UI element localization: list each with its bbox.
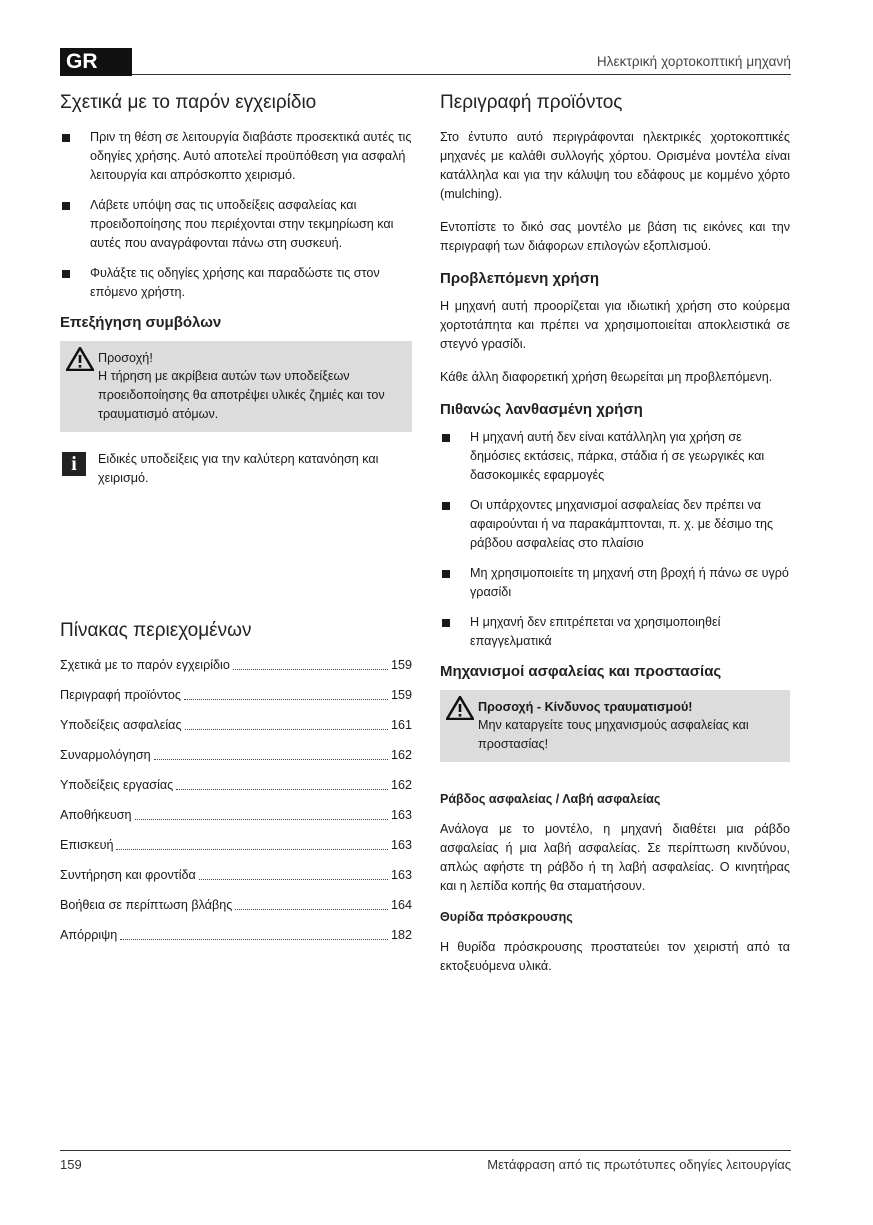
info-body: Ειδικές υποδείξεις για την καλύτερη κατανόηση και χειρισμό. — [98, 452, 379, 485]
bullet-square-icon — [442, 434, 450, 442]
bullet-square-icon — [442, 619, 450, 627]
toc-label: Περιγραφή προϊόντος — [60, 688, 181, 702]
safety-warning-body: Μην καταργείτε τους μηχανισμούς ασφαλείας και προστασίας! — [478, 718, 749, 751]
list-item-text: Πριν τη θέση σε λειτουργία διαβάστε προσεκτικά αυτές τις οδηγίες χρήσης. Αυτό αποτελεί προϋπόθεση για ασφαλή λειτουργία και απρόσκοπτο χειρισμό. — [90, 130, 412, 182]
toc-leader — [135, 806, 388, 820]
safety-bar-heading: Ράβδος ασφαλείας / Λαβή ασφαλείας — [440, 792, 661, 806]
toc-page: 163 — [390, 868, 412, 882]
list-item — [440, 564, 790, 602]
toc-page: 163 — [390, 838, 412, 852]
toc-page: 163 — [390, 808, 412, 822]
list-item-text: Η μηχανή αυτή δεν είναι κατάλληλη για χρήση σε δημόσιες εκτάσεις, πάρκα, στάδια ή σε γεωργικές και δασοκομικές εφαρμογές — [470, 430, 765, 482]
footer-rule — [60, 1150, 791, 1151]
toc-page: 182 — [390, 928, 412, 942]
toc-label: Υποδείξεις ασφαλείας — [60, 718, 182, 732]
left-column — [60, 92, 412, 956]
list-item — [60, 128, 412, 185]
toc-row[interactable] — [60, 866, 412, 885]
toc-leader — [154, 746, 388, 760]
misuse-heading: Πιθανώς λανθασμένη χρήση — [440, 401, 643, 418]
bullet-square-icon — [62, 270, 70, 278]
toc-row[interactable] — [60, 926, 412, 945]
toc-label: Συναρμολόγηση — [60, 748, 151, 762]
toc-page: 159 — [390, 688, 412, 702]
page-header — [60, 48, 791, 76]
toc-row[interactable] — [60, 686, 412, 705]
toc-leader — [199, 866, 388, 880]
product-description-paragraph: Εντοπίστε το δικό σας μοντέλο με βάση τις εικόνες και την περιγραφή των διάφορων επιλογών εξοπλισμού. — [440, 220, 790, 253]
warning-title: Προσοχή! — [98, 351, 153, 365]
list-item — [440, 428, 790, 485]
toc-leader — [235, 896, 388, 910]
bullet-square-icon — [442, 502, 450, 510]
toc-leader — [120, 926, 388, 940]
toc-row[interactable] — [60, 716, 412, 735]
product-description-paragraph: Στο έντυπο αυτό περιγράφονται ηλεκτρικές χορτοκοπτικές μηχανές με καλάθι συλλογής χόρτου. Ορισμένα μοντέλα είναι κατάλληλα και για την κάλυψη του εδάφους με κομμένο χόρτο (mulching). — [440, 130, 790, 201]
misuse-bullet-list — [440, 428, 790, 651]
info-icon: i — [62, 452, 86, 476]
list-item — [60, 196, 412, 253]
bullet-square-icon — [62, 202, 70, 210]
table-of-contents — [60, 656, 412, 945]
header-title: Ηλεκτρική χορτοκοπτική μηχανή — [596, 54, 791, 69]
toc-label: Απόρριψη — [60, 928, 118, 942]
page-number: 159 — [60, 1157, 82, 1172]
safety-bar-paragraph: Ανάλογα με το μοντέλο, η μηχανή διαθέτει μια ράβδο ασφαλείας ή μια λαβή ασφαλείας. Σε περίπτωση κινδύνου, απλώς αφήστε τη ράβδο ή τη λαβή ασφαλείας. Ο κινητήρας και η λεπίδα κοπής θα σταματήσουν. — [440, 822, 790, 893]
warning-box — [60, 341, 412, 432]
toc-row[interactable] — [60, 776, 412, 795]
list-item-text: Μη χρησιμοποιείτε τη μηχανή στη βροχή ή πάνω σε υγρό γρασίδι — [470, 566, 789, 599]
toc-page: 164 — [390, 898, 412, 912]
intended-use-paragraph: Η μηχανή αυτή προορίζεται για ιδιωτική χρήση στο κούρεμα χορτοτάπητα και πρέπει να χρησιμοποιείται αποκλειστικά σε στεγνό γρασίδι. — [440, 299, 790, 351]
warning-triangle-icon — [66, 347, 94, 371]
right-column — [440, 92, 790, 990]
toc-row[interactable] — [60, 836, 412, 855]
safety-warning-box — [440, 690, 790, 762]
list-item — [440, 613, 790, 651]
list-item-text: Οι υπάρχοντες μηχανισμοί ασφαλείας δεν πρέπει να αφαιρούνται ή να παρακάμπτονται, π. χ. με δέσιμο της ράβδου ασφαλείας στο πλαίσιο — [470, 498, 774, 550]
toc-leader — [233, 656, 388, 670]
list-item — [60, 264, 412, 302]
warning-body: Η τήρηση με ακρίβεια αυτών των υποδείξεων προειδοποίησης θα αποτρέψει υλικές ζημιές και τον τραυματισμό ατόμων. — [98, 369, 385, 421]
toc-row[interactable] — [60, 746, 412, 765]
toc-page: 162 — [390, 778, 412, 792]
toc-leader — [185, 716, 388, 730]
header-rule — [132, 74, 791, 75]
list-item-text: Φυλάξτε τις οδηγίες χρήσης και παραδώστε τις στον επόμενο χρήστη. — [90, 266, 380, 299]
toc-heading: Πίνακας περιεχομένων — [60, 620, 252, 641]
toc-label: Αποθήκευση — [60, 808, 132, 822]
warning-triangle-icon — [446, 696, 474, 720]
intended-use-paragraph: Κάθε άλλη διαφορετική χρήση θεωρείται μη προβλεπόμενη. — [440, 370, 773, 384]
toc-leader — [176, 776, 388, 790]
list-item-text: Η μηχανή δεν επιτρέπεται να χρησιμοποιηθεί επαγγελματικά — [470, 615, 721, 648]
toc-label: Υποδείξεις εργασίας — [60, 778, 174, 792]
toc-page: 159 — [390, 658, 412, 672]
product-description-heading: Περιγραφή προϊόντος — [440, 92, 623, 113]
toc-label: Σχετικά με το παρόν εγχειρίδιο — [60, 658, 230, 672]
list-item-text: Λάβετε υπόψη σας τις υποδείξεις ασφαλείας και προειδοποίησης που περιέχονται στην τεκμηρίωση και αυτές που αναγράφονται πάνω στη συσκευή. — [90, 198, 394, 250]
toc-leader — [116, 836, 388, 850]
toc-label: Επισκευή — [60, 838, 114, 852]
toc-label: Συντήρηση και φροντίδα — [60, 868, 196, 882]
toc-label: Βοήθεια σε περίπτωση βλάβης — [60, 898, 233, 912]
toc-row[interactable] — [60, 656, 412, 675]
intended-use-heading: Προβλεπόμενη χρήση — [440, 270, 600, 287]
toc-page: 161 — [390, 718, 412, 732]
list-item — [440, 496, 790, 553]
footer-note: Μετάφραση από τις πρωτότυπες οδηγίες λειτουργίας — [487, 1157, 791, 1172]
toc-row[interactable] — [60, 896, 412, 915]
toc-row[interactable] — [60, 806, 412, 825]
about-heading: Σχετικά με το παρόν εγχειρίδιο — [60, 92, 317, 113]
about-bullet-list — [60, 128, 412, 302]
toc-page: 162 — [390, 748, 412, 762]
language-badge: GR — [60, 48, 132, 76]
impact-flap-heading: Θυρίδα πρόσκρουσης — [440, 910, 573, 924]
safety-devices-heading: Μηχανισμοί ασφαλείας και προστασίας — [440, 663, 722, 680]
toc-leader — [184, 686, 388, 700]
bullet-square-icon — [62, 134, 70, 142]
bullet-square-icon — [442, 570, 450, 578]
symbols-heading: Επεξήγηση συμβόλων — [60, 314, 222, 331]
impact-flap-paragraph: Η θυρίδα πρόσκρουσης προστατεύει τον χειριστή από τα εκτοξευόμενα υλικά. — [440, 940, 790, 973]
info-box — [60, 448, 412, 488]
safety-warning-title: Προσοχή - Κίνδυνος τραυματισμού! — [478, 700, 693, 714]
